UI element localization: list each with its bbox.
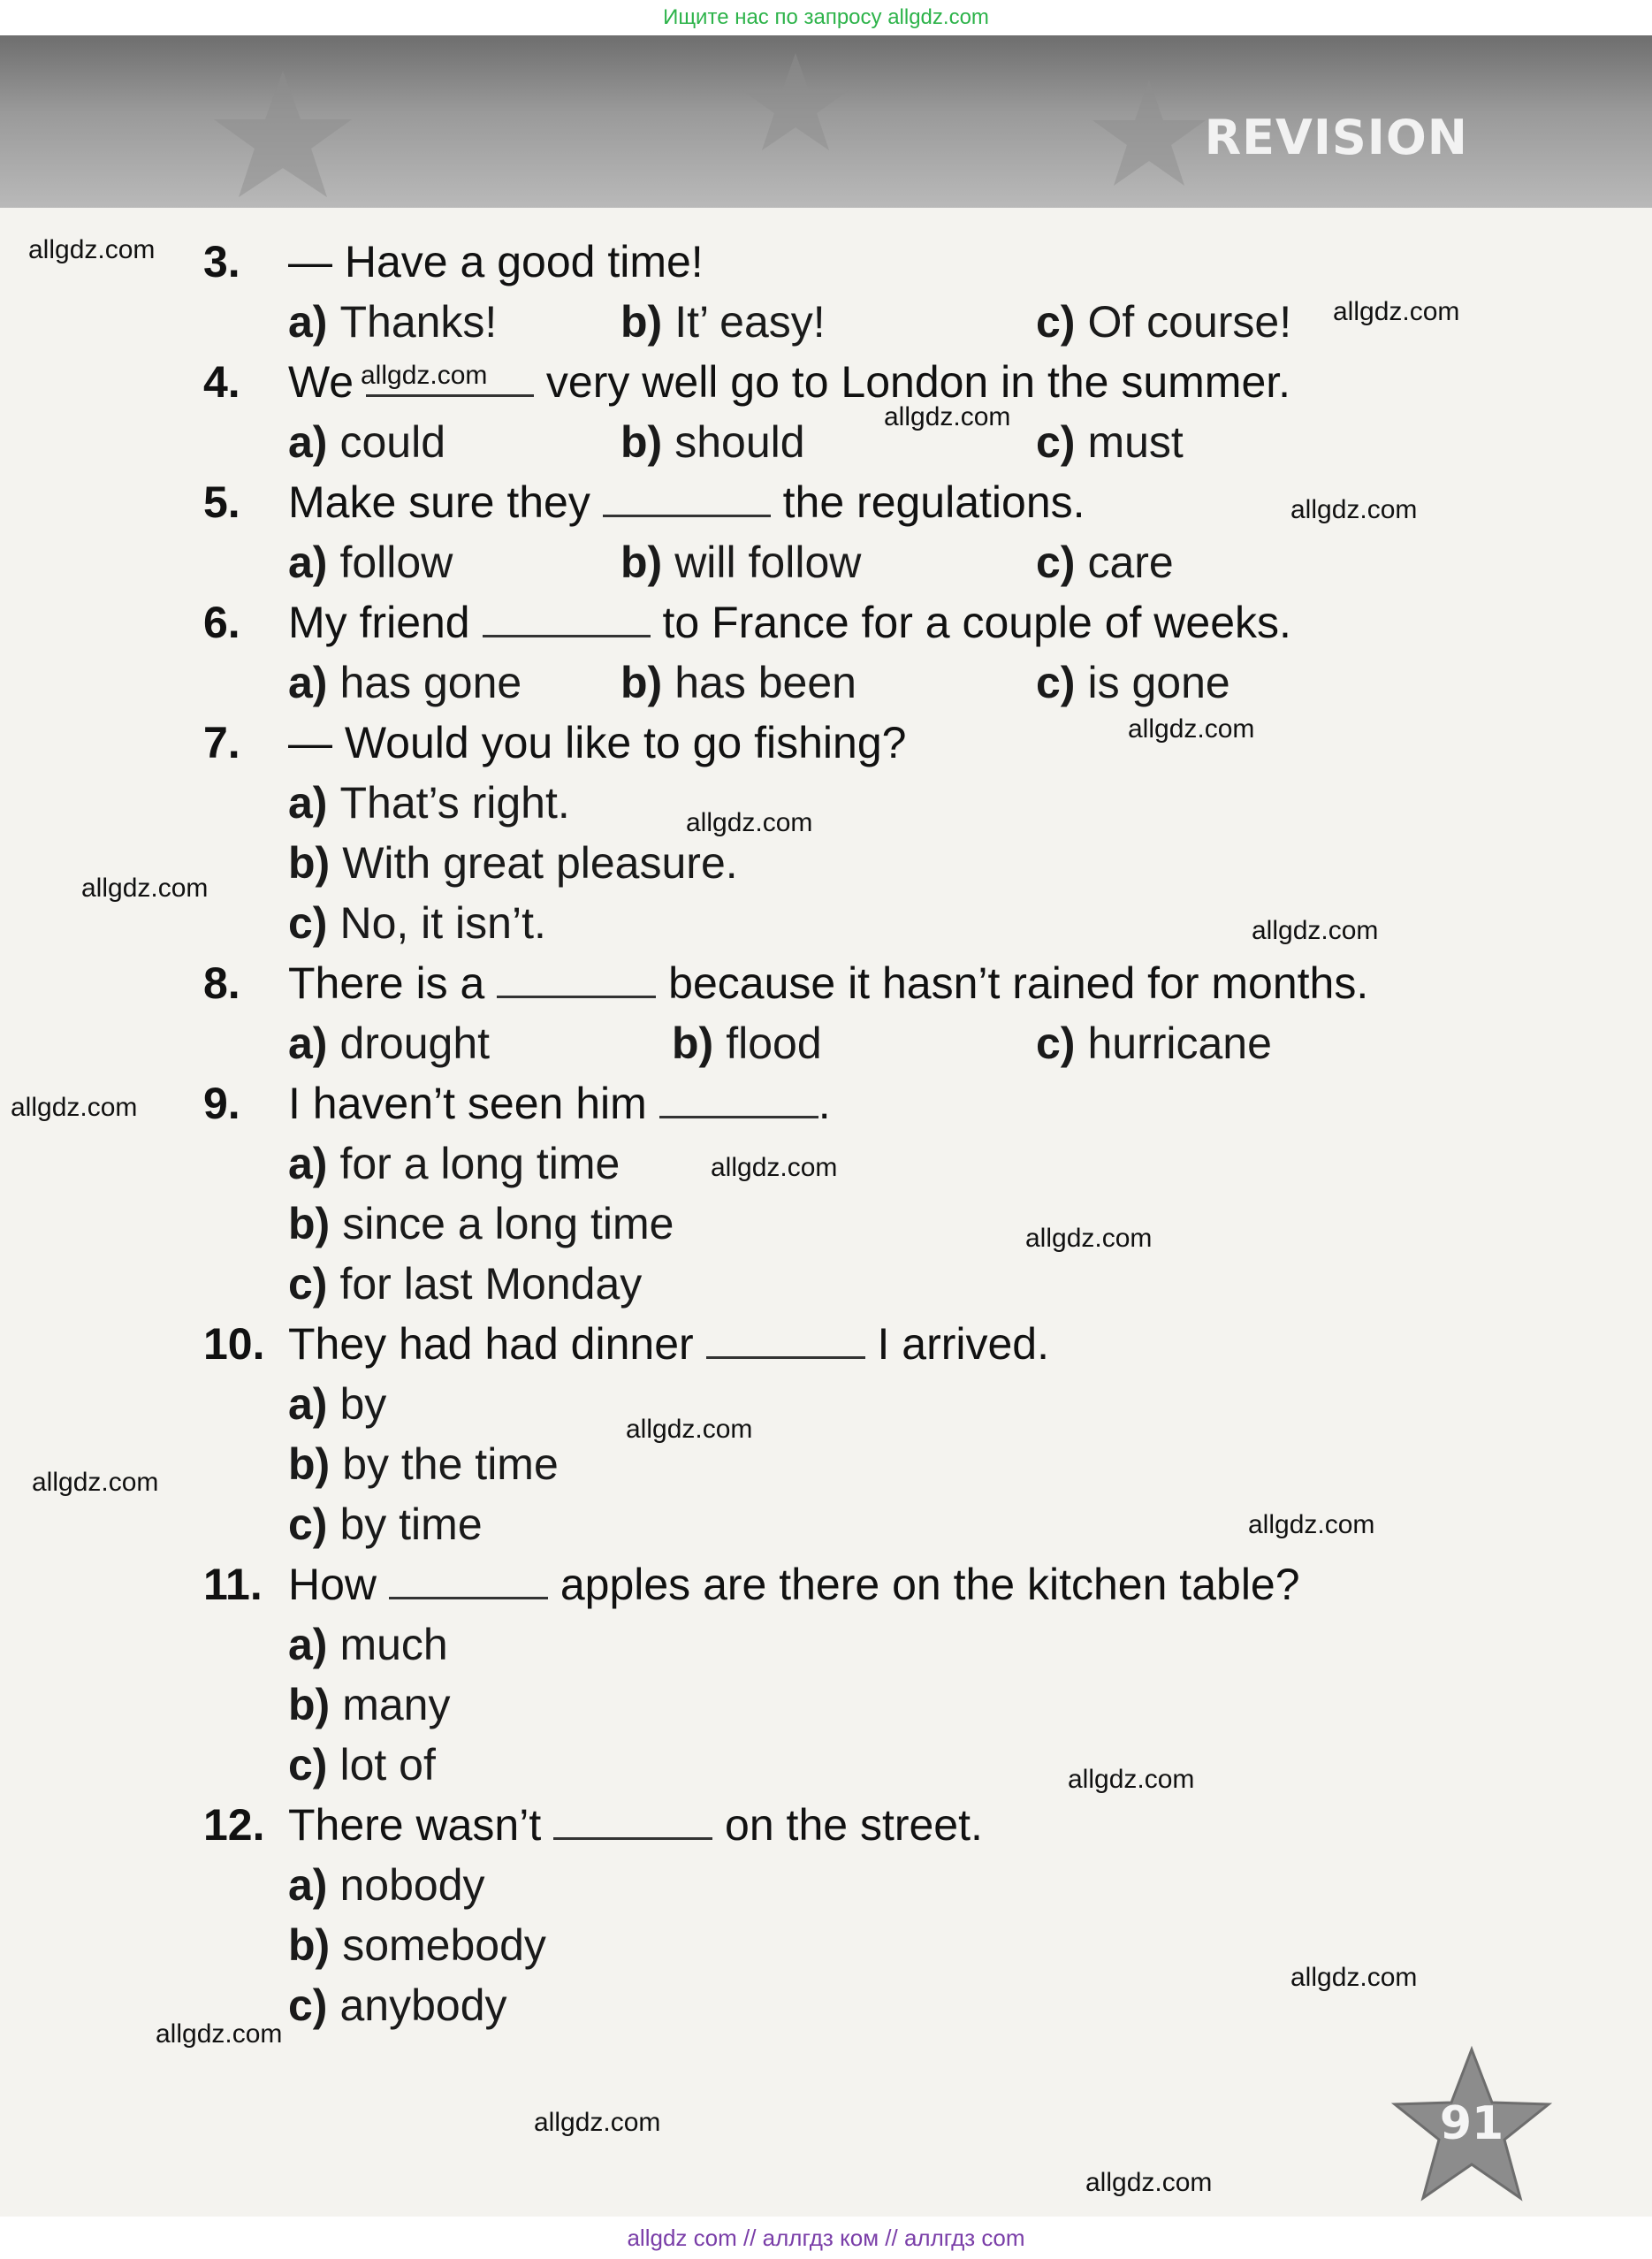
option-letter: b) <box>288 1439 331 1489</box>
page-number: 91 <box>1439 2097 1504 2150</box>
option-text: should <box>674 417 805 467</box>
question-3 <box>203 235 704 288</box>
option-letter: c) <box>1036 297 1076 347</box>
option-11c[interactable] <box>288 1738 436 1791</box>
question-text-after: I arrived. <box>877 1319 1049 1369</box>
option-text: Thanks! <box>339 297 498 347</box>
watermark: allgdz.com <box>32 1468 159 1497</box>
option-letter: c) <box>1036 417 1076 467</box>
option-text: must <box>1087 417 1184 467</box>
option-text: lot of <box>339 1740 436 1790</box>
option-letter: c) <box>1036 538 1076 587</box>
option-11b[interactable] <box>288 1678 450 1731</box>
option-12c[interactable] <box>288 1979 507 2032</box>
option-letter: a) <box>288 1019 328 1068</box>
option-8a[interactable] <box>288 1017 490 1070</box>
answer-blank[interactable] <box>603 479 771 517</box>
option-text: drought <box>339 1019 491 1068</box>
option-5a[interactable] <box>288 536 453 589</box>
answer-blank[interactable] <box>553 1802 712 1840</box>
option-3c[interactable] <box>1036 295 1291 348</box>
option-letter: c) <box>288 1740 328 1790</box>
option-letter: b) <box>288 1680 331 1729</box>
option-3b[interactable] <box>620 295 826 348</box>
option-text: could <box>339 417 445 467</box>
question-number: 10. <box>203 1319 265 1369</box>
option-letter: a) <box>288 778 328 828</box>
option-letter: b) <box>288 838 331 888</box>
question-text: — Would you like to go fishing? <box>288 718 907 767</box>
watermark: allgdz.com <box>1068 1765 1195 1794</box>
option-letter: c) <box>1036 1019 1076 1068</box>
watermark: allgdz.com <box>534 2108 661 2137</box>
question-text-after: very well go to London in the summer. <box>545 357 1291 407</box>
answer-blank[interactable] <box>389 1561 548 1599</box>
option-text: by the time <box>342 1439 559 1489</box>
option-4a[interactable] <box>288 416 445 469</box>
question-text-before: How <box>288 1560 377 1609</box>
question-7 <box>203 716 906 769</box>
option-text: for last Monday <box>339 1259 643 1309</box>
watermark: allgdz.com <box>1290 1963 1418 1992</box>
question-number: 7. <box>203 718 240 767</box>
option-8b[interactable] <box>672 1017 822 1070</box>
question-number: 11. <box>203 1560 263 1609</box>
question-11 <box>203 1558 1300 1611</box>
option-text: for a long time <box>339 1139 620 1188</box>
option-9c[interactable] <box>288 1257 642 1310</box>
watermark: allgdz.com <box>1085 2168 1213 2197</box>
option-letter: c) <box>1036 658 1076 707</box>
watermark: allgdz.com <box>884 402 1011 431</box>
option-3a[interactable] <box>288 295 497 348</box>
question-text-before: I haven’t seen him <box>288 1079 647 1128</box>
option-7c[interactable] <box>288 897 546 950</box>
question-10 <box>203 1317 1049 1370</box>
answer-blank[interactable] <box>659 1080 818 1118</box>
top-search-note: Ищите нас по запросу allgdz.com <box>0 0 1652 35</box>
option-letter: b) <box>672 1019 714 1068</box>
question-6 <box>203 596 1291 649</box>
option-6c[interactable] <box>1036 656 1230 709</box>
answer-blank[interactable] <box>497 960 656 998</box>
question-number: 4. <box>203 357 240 407</box>
option-text: nobody <box>339 1860 485 1910</box>
option-letter: c) <box>288 1500 328 1549</box>
option-letter: b) <box>620 417 663 467</box>
question-text-after: to France for a couple of weeks. <box>662 598 1291 647</box>
question-text-before: There wasn’t <box>288 1800 542 1850</box>
question-8 <box>203 957 1368 1010</box>
question-number: 9. <box>203 1079 240 1128</box>
watermark: allgdz.com <box>1333 297 1460 326</box>
answer-blank[interactable] <box>706 1321 865 1359</box>
option-text: hurricane <box>1087 1019 1272 1068</box>
option-10c[interactable] <box>288 1498 483 1551</box>
question-number: 3. <box>203 237 240 286</box>
question-text-before: Make sure they <box>288 477 590 527</box>
option-4b[interactable] <box>620 416 805 469</box>
question-text-after: apples are there on the kitchen table? <box>560 1560 1300 1609</box>
option-9b[interactable] <box>288 1197 674 1250</box>
option-letter: b) <box>620 297 663 347</box>
option-10a[interactable] <box>288 1378 386 1431</box>
page-number-star <box>1388 2042 1556 2210</box>
option-10b[interactable] <box>288 1438 559 1491</box>
question-12 <box>203 1798 983 1851</box>
option-text: flood <box>726 1019 822 1068</box>
option-letter: a) <box>288 297 328 347</box>
option-text: has gone <box>339 658 522 707</box>
question-text-after: the regulations. <box>782 477 1085 527</box>
option-text: will follow <box>674 538 862 587</box>
option-letter: b) <box>288 1199 331 1248</box>
answer-blank[interactable] <box>483 599 651 637</box>
option-letter: a) <box>288 417 328 467</box>
option-text: by <box>339 1379 387 1429</box>
watermark: allgdz.com <box>626 1415 753 1444</box>
option-text: anybody <box>339 1980 507 2030</box>
option-letter: a) <box>288 538 328 587</box>
option-4c[interactable] <box>1036 416 1184 469</box>
option-5b[interactable] <box>620 536 861 589</box>
option-8c[interactable] <box>1036 1017 1272 1070</box>
question-text-before: There is a <box>288 958 485 1008</box>
option-text: is gone <box>1087 658 1230 707</box>
question-number: 8. <box>203 958 240 1008</box>
option-text: much <box>339 1620 448 1669</box>
option-9a[interactable] <box>288 1137 620 1190</box>
option-text: since a long time <box>342 1199 674 1248</box>
option-12b[interactable] <box>288 1919 546 1972</box>
watermark: allgdz.com <box>361 361 488 390</box>
footer-watermark: allgdz com // аллгдз ком // аллгдз com <box>0 2217 1652 2259</box>
option-text: Of course! <box>1087 297 1292 347</box>
option-text: That’s right. <box>339 778 570 828</box>
question-text: — Have a good time! <box>288 237 704 286</box>
option-letter: a) <box>288 1620 328 1669</box>
option-7a[interactable] <box>288 776 570 829</box>
option-text: has been <box>674 658 856 707</box>
option-7b[interactable] <box>288 836 738 889</box>
option-letter: a) <box>288 1860 328 1910</box>
option-5c[interactable] <box>1036 536 1174 589</box>
watermark: allgdz.com <box>686 808 813 837</box>
question-text-before: My friend <box>288 598 470 647</box>
section-title: REVISION <box>1204 110 1468 165</box>
option-text: many <box>342 1680 451 1729</box>
option-letter: a) <box>288 658 328 707</box>
watermark: allgdz.com <box>1128 714 1255 744</box>
watermark: allgdz.com <box>28 235 156 264</box>
watermark: allgdz.com <box>1252 916 1379 945</box>
option-text: No, it isn’t. <box>339 898 546 948</box>
question-number: 5. <box>203 477 240 527</box>
option-text: It’ easy! <box>674 297 826 347</box>
question-text-after: because it hasn’t rained for months. <box>668 958 1369 1008</box>
option-text: With great pleasure. <box>342 838 738 888</box>
option-text: by time <box>339 1500 483 1549</box>
question-text-after: on the street. <box>725 1800 983 1850</box>
question-9 <box>203 1077 831 1130</box>
option-text: somebody <box>342 1920 546 1970</box>
option-letter: b) <box>288 1920 331 1970</box>
option-6b[interactable] <box>620 656 856 709</box>
watermark: allgdz.com <box>156 2019 283 2049</box>
watermark: allgdz.com <box>1290 495 1418 524</box>
question-text-after: . <box>818 1079 831 1128</box>
option-letter: c) <box>288 898 328 948</box>
option-letter: a) <box>288 1139 328 1188</box>
option-letter: b) <box>620 538 663 587</box>
option-letter: c) <box>288 1980 328 2030</box>
option-letter: c) <box>288 1259 328 1309</box>
option-letter: a) <box>288 1379 328 1429</box>
question-text-before: We <box>288 357 354 407</box>
watermark: allgdz.com <box>81 874 209 903</box>
option-6a[interactable] <box>288 656 521 709</box>
watermark: allgdz.com <box>711 1153 838 1182</box>
option-text: care <box>1087 538 1174 587</box>
option-12a[interactable] <box>288 1858 485 1912</box>
question-text-before: They had had dinner <box>288 1319 694 1369</box>
option-11a[interactable] <box>288 1618 448 1671</box>
question-number: 6. <box>203 598 240 647</box>
question-5 <box>203 476 1085 529</box>
watermark: allgdz.com <box>11 1093 138 1122</box>
question-number: 12. <box>203 1800 265 1850</box>
option-letter: b) <box>620 658 663 707</box>
watermark: allgdz.com <box>1248 1510 1375 1539</box>
option-text: follow <box>339 538 453 587</box>
watermark: allgdz.com <box>1025 1224 1153 1253</box>
